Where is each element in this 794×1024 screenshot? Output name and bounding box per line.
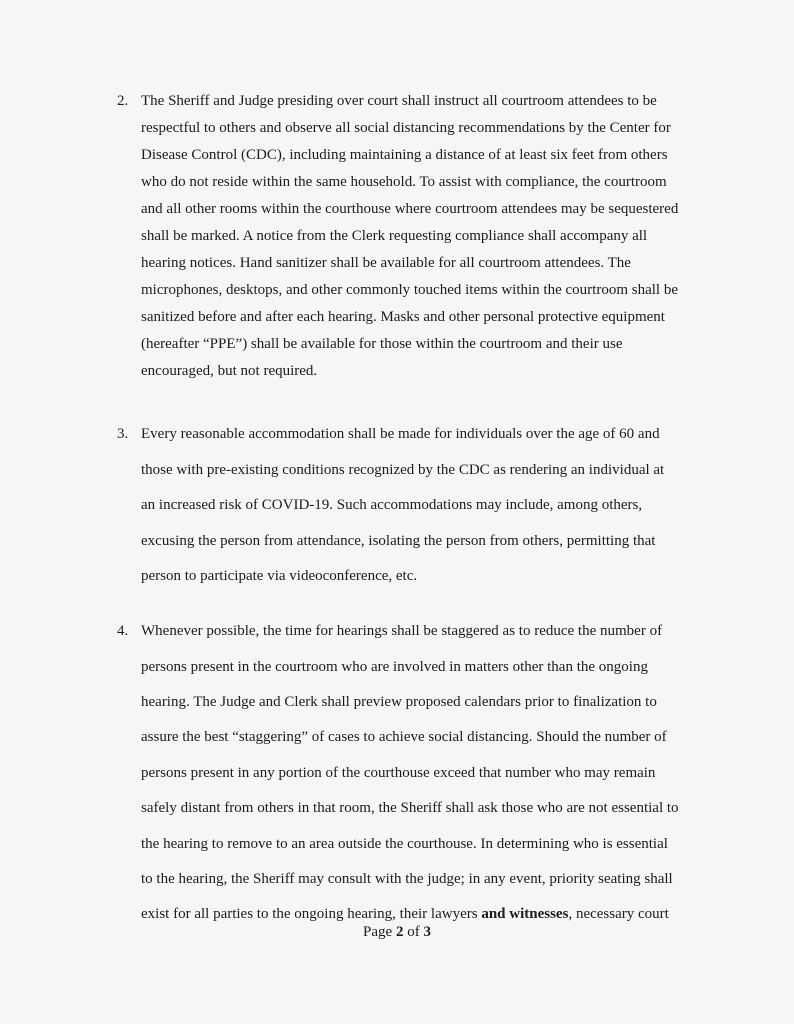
item-number: 4. <box>117 623 129 639</box>
page-footer <box>0 924 794 941</box>
footer-middle: of <box>403 924 424 940</box>
paragraph-line <box>141 906 669 923</box>
paragraph-line: (hereafter “PPE”) shall be available for those within the courtroom and their use <box>141 336 623 352</box>
bold-text-run: and witnesses <box>481 906 569 922</box>
paragraph-line: microphones, desktops, and other commonly touched items within the courtroom shall be <box>141 282 678 298</box>
text-run: exist for all parties to the ongoing hearing, their lawyers <box>141 906 482 922</box>
paragraph-line: who do not reside within the same household. To assist with compliance, the courtroom <box>141 174 667 190</box>
paragraph-line: respectful to others and observe all social distancing recommendations by the Center for <box>141 120 671 136</box>
paragraph-line: persons present in any portion of the courthouse exceed that number who may remain <box>141 765 656 781</box>
paragraph-line: encouraged, but not required. <box>141 363 318 379</box>
paragraph-line: those with pre-existing conditions recognized by the CDC as rendering an individual at <box>141 462 665 478</box>
item-number: 3. <box>117 426 129 442</box>
paragraph-line: to the hearing, the Sheriff may consult with the judge; in any event, priority seating shall <box>141 871 673 887</box>
paragraph-line: the hearing to remove to an area outside the courthouse. In determining who is essential <box>141 836 668 852</box>
paragraph-line: excusing the person from attendance, isolating the person from others, permitting that <box>141 533 656 549</box>
paragraph-line: hearing notices. Hand sanitizer shall be available for all courtroom attendees. The <box>141 255 631 271</box>
paragraph-line: Every reasonable accommodation shall be made for individuals over the age of 60 and <box>141 426 660 442</box>
footer-prefix: Page <box>363 924 396 940</box>
paragraph-line: Whenever possible, the time for hearings shall be staggered as to reduce the number of <box>141 623 663 639</box>
paragraph-line: Disease Control (CDC), including maintaining a distance of at least six feet from others <box>141 147 668 163</box>
paragraph-line: assure the best “staggering” of cases to achieve social distancing. Should the number of <box>141 729 667 745</box>
total-page-number: 3 <box>423 924 431 940</box>
paragraph-line: The Sheriff and Judge presiding over court shall instruct all courtroom attendees to be <box>141 93 657 109</box>
paragraph-line: and all other rooms within the courthouse where courtroom attendees may be sequestered <box>141 201 679 217</box>
item-number: 2. <box>117 93 129 109</box>
paragraph-line: sanitized before and after each hearing. Masks and other personal protective equipment <box>141 309 665 325</box>
paragraph-line: shall be marked. A notice from the Clerk requesting compliance shall accompany all <box>141 228 648 244</box>
paragraph-line: hearing. The Judge and Clerk shall preview proposed calendars prior to finalization to <box>141 694 657 710</box>
current-page-number: 2 <box>395 924 404 940</box>
paragraph-line: persons present in the courtroom who are involved in matters other than the ongoing <box>141 659 648 675</box>
paragraph-line: person to participate via videoconference, etc. <box>141 568 418 584</box>
paragraph-line: an increased risk of COVID-19. Such accommodations may include, among others, <box>141 497 643 513</box>
paragraph-line: safely distant from others in that room, the Sheriff shall ask those who are not essential to <box>141 800 679 816</box>
text-run: , necessary court <box>568 906 669 922</box>
